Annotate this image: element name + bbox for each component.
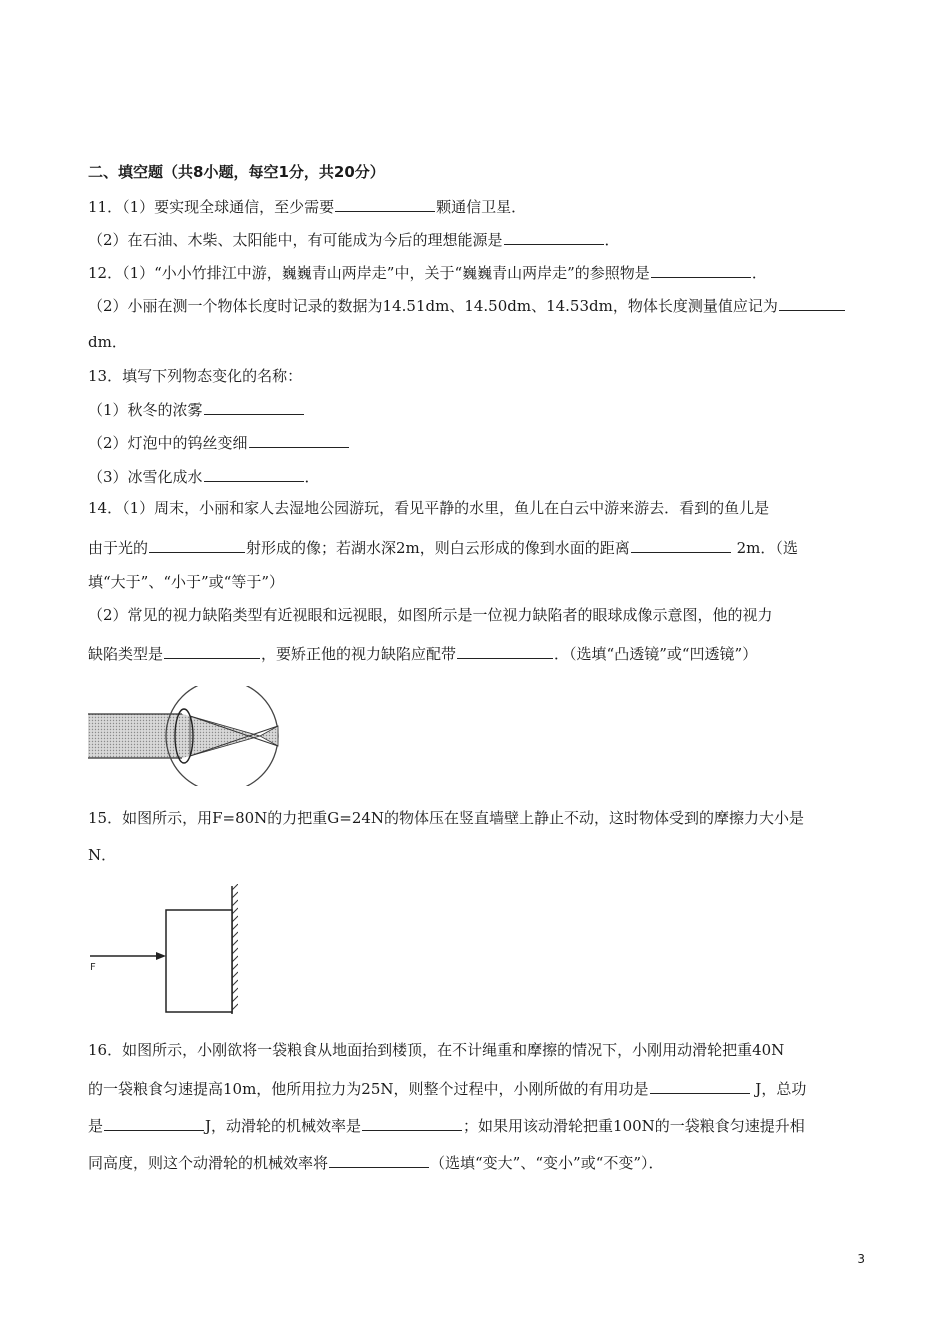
answer-blank[interactable]: [779, 294, 845, 311]
q16-line2-text-a: 的一袋粮食匀速提高10m，他所用拉力为25N，则整个过程中，小刚所做的有用功是: [88, 1080, 649, 1098]
answer-blank[interactable]: [204, 398, 304, 415]
q11-part2-text-a: （2）在石油、木柴、太阳能中，有可能成为今后的理想能源是: [88, 231, 503, 249]
q14-line3: 填“大于”、“小于”或“等于”）: [88, 573, 285, 591]
section-heading: 二、填空题（共8小题，每空1分，共20分）: [88, 163, 385, 181]
answer-blank[interactable]: [457, 642, 553, 659]
q13-item2-text: （2）灯泡中的钨丝变细: [88, 434, 248, 452]
q14-line4: （2）常见的视力缺陷类型有近视眼和远视眼，如图所示是一位视力缺陷者的眼球成像示意图，他的视力: [88, 606, 773, 624]
q14-line5: [88, 642, 757, 664]
q14-line1: 14．（1）周末，小丽和家人去湿地公园游玩，看见平静的水里，鱼儿在白云中游来游去．看到的鱼儿是: [88, 499, 770, 517]
block: [166, 910, 232, 1012]
q14-line2-text-c: 2m．（选: [731, 539, 798, 557]
q12-part2: [88, 294, 846, 316]
q12-part2-text-a: （2）小丽在测一个物体长度时记录的数据为14.51dm、14.50dm、14.53dm，物体长度测量值应记为: [88, 297, 778, 315]
q13-item1: [88, 398, 305, 420]
q14-line2-text-b: 射形成的像；若湖水深2m，则白云形成的像到水面的距离: [246, 539, 630, 557]
q14-line5-text-a: 缺陷类型是: [88, 645, 164, 663]
q11-part1: [88, 195, 526, 217]
answer-blank[interactable]: [335, 195, 435, 212]
q14-line5-text-c: ．（选填“凸透镜”或“凹透镜”）: [554, 645, 758, 663]
q15-line1: 15．如图所示，用F=80N的力把重G=24N的物体压在竖直墙壁上静止不动，这时物体受到的摩擦力大小是: [88, 809, 805, 827]
answer-blank[interactable]: [249, 431, 349, 448]
force-label: F: [90, 962, 96, 973]
answer-blank[interactable]: [164, 642, 260, 659]
q13-item2: [88, 431, 350, 453]
q13-item1-text: （1）秋冬的浓雾: [88, 401, 203, 419]
force-diagram: [88, 884, 238, 1016]
answer-blank[interactable]: [329, 1151, 429, 1168]
q11-part2: [88, 228, 620, 250]
q11-part1-text-b: 颗通信卫星．: [436, 198, 527, 216]
q11-part2-text-b: ．: [604, 231, 620, 249]
answer-blank[interactable]: [204, 465, 304, 482]
q16-line3-text-c: ；如果用该动滑轮把重100N的一袋粮食匀速提升相: [463, 1117, 805, 1135]
q16-line2: [88, 1077, 806, 1099]
q12-part1-text-b: ．: [751, 264, 767, 282]
answer-blank[interactable]: [104, 1114, 204, 1131]
q14-line2-text-a: 由于光的: [88, 539, 149, 557]
page-number: 3: [857, 1252, 865, 1266]
answer-blank[interactable]: [362, 1114, 462, 1131]
answer-blank[interactable]: [631, 536, 731, 553]
q16-line3-text-a: 是: [88, 1117, 104, 1135]
q12-part1-text-a: 12．（1）“小小竹排江中游，巍巍青山两岸走”中，关于“巍巍青山两岸走”的参照物是: [88, 264, 650, 282]
eye-diagram: [88, 686, 284, 786]
answer-blank[interactable]: [650, 1077, 750, 1094]
q13-item3-text: （3）冰雪化成水: [88, 468, 203, 486]
q16-line3: [88, 1114, 805, 1136]
q13-stem: 13．填写下列物态变化的名称：: [88, 367, 303, 385]
q13-item3-end: ．: [304, 468, 320, 486]
answer-blank[interactable]: [504, 228, 604, 245]
q16-line4: [88, 1151, 664, 1173]
q12-part1: [88, 261, 767, 283]
answer-blank[interactable]: [149, 536, 245, 553]
q15-line2: N．: [88, 846, 117, 864]
q13-item3: [88, 465, 320, 487]
q16-line4-text-a: 同高度，则这个动滑轮的机械效率将: [88, 1154, 329, 1172]
q16-line1: 16．如图所示，小刚欲将一袋粮食从地面抬到楼顶，在不计绳重和摩擦的情况下，小刚用动滑轮把重40N: [88, 1041, 785, 1059]
q11-part1-text-a: 11．（1）要实现全球通信，至少需要: [88, 198, 335, 216]
q16-line4-text-b: （选填“变大”、“变小”或“不变”）．: [430, 1154, 664, 1172]
q16-line2-text-b: J，总功: [750, 1080, 807, 1098]
q14-line5-text-b: ，要矫正他的视力缺陷应配带: [261, 645, 457, 663]
q12-part2-unit: dm．: [88, 333, 127, 351]
q14-line2: [88, 536, 798, 558]
q16-line3-text-b: J，动滑轮的机械效率是: [205, 1117, 362, 1135]
answer-blank[interactable]: [651, 261, 751, 278]
